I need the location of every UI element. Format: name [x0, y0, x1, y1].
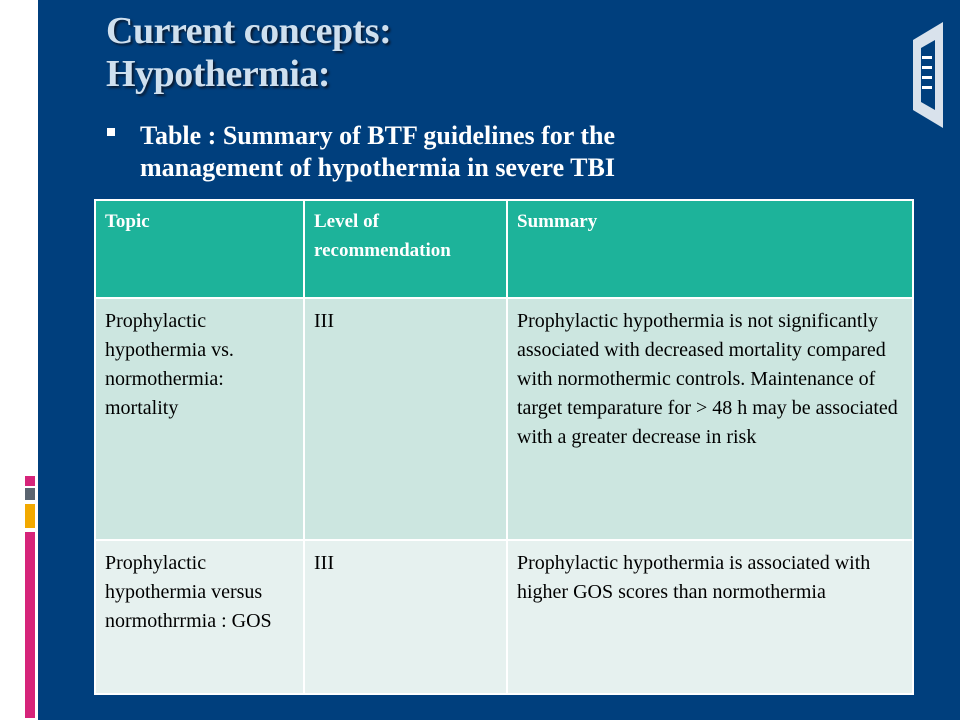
header-topic: Topic: [95, 200, 304, 298]
bullet-caption-line-2: management of hypothermia in severe TBI: [140, 153, 615, 182]
slide-title-line-2: Hypothermia:: [106, 53, 331, 95]
header-level-of-recommendation: Level of recommendation: [304, 200, 507, 298]
cell-topic: Prophylactic hypothermia vs. normothermia: mortality: [95, 298, 304, 540]
slide-title-line-1: Current concepts:: [106, 10, 392, 52]
table-row: [95, 298, 913, 540]
slide-title: [106, 10, 391, 96]
bullet-caption-line-1: Table : Summary of BTF guidelines for the: [140, 121, 616, 150]
cell-summary: Prophylactic hypothermia is not significantly associated with decreased mortality compared with normothermic controls. Maintenance of target temparature for > 48 h may be associated with a greater decrease in risk: [507, 298, 913, 540]
square-bullet-icon: [107, 128, 115, 136]
bullet-caption: [140, 120, 920, 184]
cell-level: III: [304, 298, 507, 540]
table-header-row: [95, 200, 913, 298]
cell-topic: Prophylactic hypothermia versus normothrrmia : GOS: [95, 540, 304, 694]
cell-level: III: [304, 540, 507, 694]
header-summary: Summary: [507, 200, 913, 298]
table-row: [95, 540, 913, 694]
cell-summary: Prophylactic hypothermia is associated with higher GOS scores than normothermia: [507, 540, 913, 694]
guidelines-table: [94, 199, 914, 695]
